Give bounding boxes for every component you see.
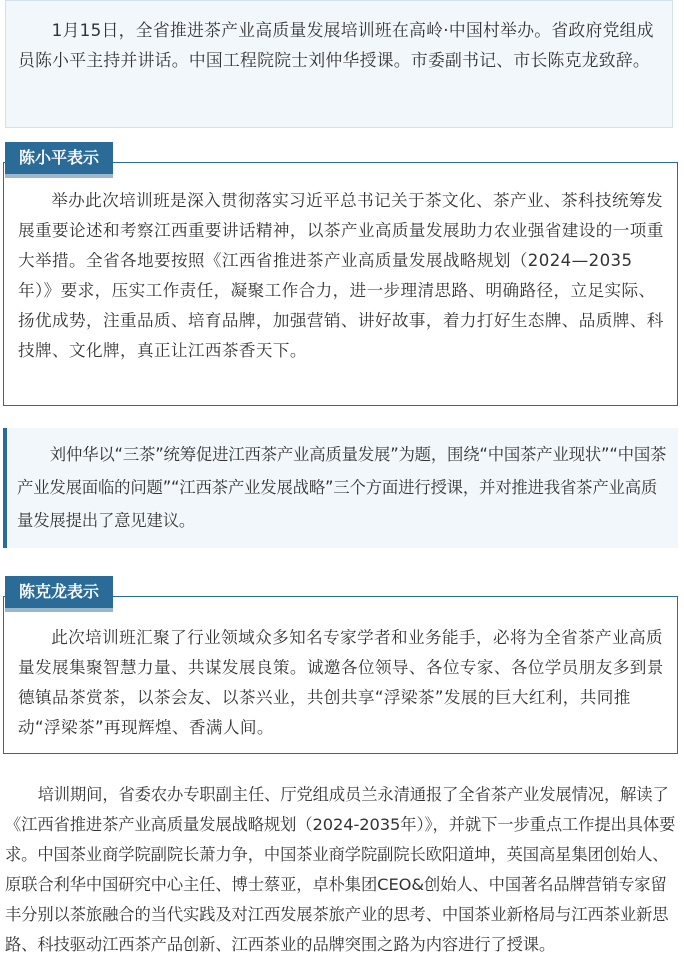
- section-box-chen-kelong: [3, 596, 678, 754]
- closing-paragraph: 培训期间，省委农办专职副主任、厅党组成员兰永清通报了全省茶产业发展情况，解读了《江西省推进茶产业高质量发展战略规划（2024-2035年）》，并就下一步重点工作提出具体要求。中国茶业商学院副院长萧力争，中国茶业商学院副院长欧阳道坤，英国高星集团创始人、原联合利华中国研究中心主任、博士蔡亚，卓朴集团CEO&创始人、中国著名品牌营销专家留丰分别以茶旅融合的当代实践及对江西发展茶旅产业的思考、中国茶业新格局与江西茶业新思路、科技驱动江西茶产品创新、江西茶业的品牌突围之路为内容进行了授课。: [5, 785, 676, 954]
- section-tag-chen-kelong: 陈克龙表示: [5, 576, 113, 608]
- intro-panel: [5, 0, 673, 128]
- section-text-chen-xiaoping: 举办此次培训班是深入贯彻落实习近平总书记关于茶文化、茶产业、茶科技统筹发展重要论述和考察江西重要讲话精神，以茶产业高质量发展助力农业强省建设的一项重大举措。全省各地要按照《江西省推进茶产业高质量发展战略规划（2024—2035年）》要求，压实工作责任，凝聚工作合力，进一步理清思路、明确路径，立足实际、扬优成势，注重品质、培育品牌，加强营销、讲好故事，着力打好生态牌、品质牌、科技牌、文化牌，真正让江西茶香天下。: [18, 191, 664, 360]
- section-tag-chen-xiaoping: 陈小平表示: [5, 142, 113, 174]
- intro-text: 1月15日，全省推进茶产业高质量发展培训班在高岭·中国村举办。省政府党组成员陈小平主持并讲话。中国工程院院士刘仲华授课。市委副书记、市长陈克龙致辞。: [18, 20, 654, 70]
- quote-panel-liu-zhonghua: [3, 428, 678, 548]
- section-box-chen-xiaoping: [3, 162, 678, 406]
- quote-text-liu-zhonghua: 刘仲华以“三茶”统筹促进江西茶产业高质量发展”为题，围绕“中国茶产业现状”“中国茶产业发展面临的问题”“江西茶产业发展战略”三个方面进行授课，并对推进我省茶产业高质量发展提出了意见建议。: [17, 445, 667, 530]
- section-text-chen-kelong: 此次培训班汇聚了行业领域众多知名专家学者和业务能手，必将为全省茶产业高质量发展集聚智慧力量、共谋发展良策。诚邀各位领导、各位专家、各位学员朋友多到景德镇品茶赏茶，以茶会友、以茶兴业，共创共享“浮梁茶”发展的巨大红利，共同推动“浮梁茶”再现辉煌、香满人间。: [18, 628, 664, 737]
